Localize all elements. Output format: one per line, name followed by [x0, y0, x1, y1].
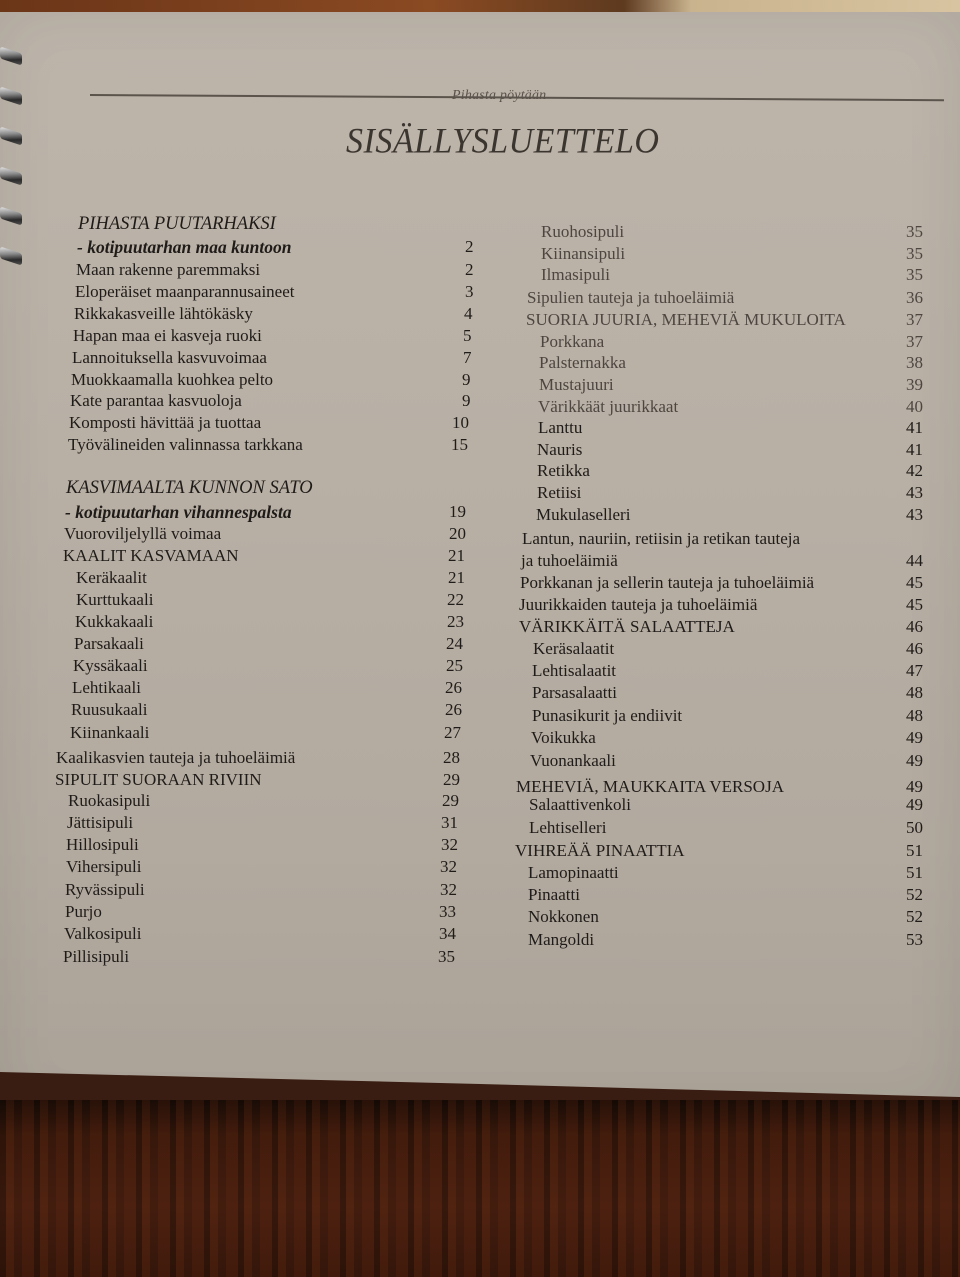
toc-entry-page-number: 48	[906, 683, 923, 702]
toc-entry-label: Lanttu	[538, 418, 583, 437]
toc-entry-label: Palsternakka	[539, 353, 626, 372]
spiral-coil-icon	[0, 246, 22, 265]
toc-entry-page-number: 44	[906, 551, 923, 570]
toc-entry-label: Mustajuuri	[539, 375, 614, 394]
toc-entry	[71, 370, 471, 390]
toc-entry-label: Ruokasipuli	[68, 791, 151, 810]
wooden-table-surface	[0, 1100, 960, 1277]
toc-entry-page-number: 51	[906, 863, 923, 882]
toc-entry-label: VIHREÄÄ PINAATTIA	[515, 841, 685, 860]
toc-entry-label: Työvälineiden valinnassa tarkkana	[68, 435, 303, 454]
toc-entry	[73, 326, 472, 346]
toc-entry	[527, 288, 923, 308]
toc-entry-label: Muokkaamalla kuohkea pelto	[71, 370, 274, 389]
toc-entry-label: MEHEVIÄ, MAUKKAITA VERSOJA	[516, 777, 784, 796]
toc-entry-page-number: 9	[462, 391, 471, 410]
toc-entry-page-number: 29	[443, 770, 460, 789]
toc-entry-page-number: 38	[906, 353, 923, 372]
toc-entry-label: Eloperäiset maanparannusaineet	[75, 282, 295, 301]
toc-entry-label: Keräsalaatit	[533, 639, 615, 658]
toc-entry-label: Nauris	[537, 440, 583, 459]
toc-entry	[63, 546, 465, 566]
spiral-coil-icon	[0, 86, 22, 105]
toc-entry-page-number: 41	[906, 418, 923, 437]
toc-entry	[56, 748, 460, 768]
toc-entry-page-number: 7	[463, 348, 472, 367]
toc-entry-label: Kukkakaali	[75, 612, 154, 631]
toc-entry-page-number: 32	[440, 857, 457, 876]
toc-entry-label: Voikukka	[531, 728, 596, 747]
toc-entry	[65, 902, 456, 922]
spiral-coil-icon	[0, 166, 22, 185]
toc-entry	[533, 639, 923, 659]
toc-entry-page-number: 48	[906, 706, 923, 725]
toc-entry-page-number: 2	[465, 237, 474, 256]
toc-entry	[532, 683, 923, 703]
toc-entry-label: Juurikkaiden tauteja ja tuhoeläimiä	[519, 595, 758, 614]
toc-entry-label: VÄRIKKÄITÄ SALAATTEJA	[519, 617, 735, 636]
spiral-binding	[0, 32, 30, 292]
toc-entry-page-number: 35	[906, 244, 923, 263]
toc-entry-label: Porkkana	[540, 332, 605, 351]
toc-entry-label: Kurttukaali	[76, 590, 154, 609]
toc-entry	[532, 661, 923, 681]
toc-entry	[528, 907, 923, 927]
toc-entry-page-number: 42	[906, 461, 923, 480]
toc-entry	[67, 813, 458, 833]
toc-entry-label: Kaalikasvien tauteja ja tuhoeläimiä	[56, 748, 296, 767]
toc-entry	[526, 310, 923, 330]
toc-entry-page-number: 26	[445, 700, 462, 719]
toc-entry	[63, 947, 455, 967]
toc-entry-label: Retikka	[537, 461, 590, 480]
toc-entry	[71, 700, 462, 720]
toc-entry	[76, 260, 474, 280]
toc-entry	[66, 478, 313, 499]
toc-entry-label: Lannoituksella kasvuvoimaa	[72, 348, 267, 367]
toc-entry-label: KASVIMAALTA KUNNON SATO	[66, 478, 313, 498]
toc-entry	[76, 590, 464, 610]
toc-entry-label: Punasikurit ja endiivit	[532, 706, 683, 725]
toc-entry	[539, 353, 923, 373]
toc-entry-page-number: 35	[438, 947, 455, 966]
toc-entry	[530, 751, 923, 771]
toc-entry-label: Nokkonen	[528, 907, 599, 926]
toc-entry-page-number: 49	[906, 777, 923, 796]
toc-entry-page-number: 51	[906, 841, 923, 860]
toc-entry-label: Pinaatti	[528, 885, 580, 904]
toc-entry	[537, 483, 923, 503]
toc-entry-label: Vuoroviljelyllä voimaa	[64, 524, 222, 543]
toc-entry-page-number: 52	[906, 885, 923, 904]
toc-entry-page-number: 37	[906, 332, 923, 351]
toc-entry-page-number: 31	[441, 813, 458, 832]
toc-entry-page-number: 45	[906, 595, 923, 614]
toc-entry-page-number: 27	[444, 723, 461, 742]
toc-entry	[65, 502, 466, 523]
toc-entry	[68, 435, 468, 455]
toc-entry-page-number: 10	[452, 413, 469, 432]
toc-entry	[519, 617, 923, 637]
toc-entry-label: PIHASTA PUUTARHAKSI	[78, 214, 276, 234]
toc-entry-label: Vihersipuli	[66, 857, 142, 876]
toc-entry-label: Lehtiselleri	[529, 818, 607, 837]
toc-entry-page-number: 47	[906, 661, 923, 680]
toc-entry-page-number: 36	[906, 288, 923, 307]
toc-entry	[528, 863, 923, 883]
toc-entry-page-number: 9	[462, 370, 471, 389]
toc-entry	[537, 440, 923, 460]
toc-entry	[73, 656, 463, 676]
toc-entry-page-number: 40	[906, 397, 923, 416]
toc-entry-page-number: 35	[906, 265, 923, 284]
toc-entry	[528, 885, 923, 905]
toc-entry	[70, 723, 461, 743]
book-page	[0, 12, 960, 1120]
toc-entry-page-number: 15	[451, 435, 468, 454]
toc-entry	[538, 418, 923, 438]
toc-entry-label: SUORIA JUURIA, MEHEVIÄ MUKULOITA	[526, 310, 846, 329]
toc-entry-label: Komposti hävittää ja tuottaa	[69, 413, 262, 432]
toc-entry-page-number: 21	[448, 546, 465, 565]
toc-entry-label: Ruohosipuli	[541, 222, 625, 241]
toc-entry-label: Retiisi	[537, 483, 582, 502]
toc-entry-label: Ryvässipuli	[65, 880, 145, 899]
toc-entry-label: Hillosipuli	[66, 835, 139, 854]
toc-entry-label: Ruusukaali	[71, 700, 148, 719]
toc-entry	[70, 391, 471, 411]
toc-entry	[541, 265, 923, 285]
toc-entry	[539, 375, 923, 395]
toc-entry-label: Mangoldi	[528, 930, 595, 949]
toc-entry-page-number: 45	[906, 573, 923, 592]
spiral-coil-icon	[0, 46, 22, 65]
toc-entry-page-number: 5	[463, 326, 472, 345]
toc-entry-label: Parsasalaatti	[532, 683, 617, 702]
spiral-coil-icon	[0, 206, 22, 225]
toc-entry-page-number: 32	[440, 880, 457, 899]
toc-entry	[522, 529, 800, 549]
toc-entry	[541, 222, 923, 242]
toc-entry-label: - kotipuutarhan vihannespalsta	[65, 502, 292, 522]
toc-entry-label: Ilmasipuli	[541, 265, 610, 284]
toc-entry-page-number: 23	[447, 612, 464, 631]
toc-entry	[529, 818, 923, 838]
toc-entry	[74, 634, 463, 654]
toc-entry	[536, 505, 923, 525]
toc-entry-page-number: 33	[439, 902, 456, 921]
toc-entry	[75, 612, 464, 632]
toc-entry	[529, 795, 923, 815]
toc-entry-page-number: 49	[906, 795, 923, 814]
toc-entry-page-number: 20	[449, 524, 466, 543]
toc-entry-label: Lantun, nauriin, retiisin ja retikan tauteja	[522, 529, 801, 548]
toc-entry-page-number: 34	[439, 924, 456, 943]
toc-entry-label: Purjo	[65, 902, 102, 921]
toc-entry	[77, 237, 474, 258]
toc-entry-page-number: 19	[449, 502, 466, 521]
toc-entry-page-number: 29	[442, 791, 459, 810]
toc-entry-label: Lamopinaatti	[528, 863, 619, 882]
toc-entry-page-number: 22	[447, 590, 464, 609]
toc-entry	[66, 857, 457, 877]
toc-entry-label: Mukulaselleri	[536, 505, 631, 524]
toc-entry-label: Kyssäkaali	[73, 656, 148, 675]
toc-entry	[72, 678, 462, 698]
toc-entry-label: Salaattivenkoli	[529, 795, 631, 814]
toc-entry-page-number: 26	[445, 678, 462, 697]
toc-entry-label: ja tuhoeläimiä	[521, 551, 618, 570]
toc-entry	[68, 791, 459, 811]
toc-entry-page-number: 37	[906, 310, 923, 329]
toc-entry-page-number: 50	[906, 818, 923, 837]
spiral-coil-icon	[0, 126, 22, 145]
toc-entry-label: Kate parantaa kasvuoloja	[70, 391, 242, 410]
toc-entry-label: Pillisipuli	[63, 947, 130, 966]
toc-entry	[521, 551, 923, 571]
toc-entry	[538, 397, 923, 417]
toc-entry-label: Kiinankaali	[70, 723, 150, 742]
toc-entry-label: Keräkaalit	[76, 568, 147, 587]
toc-entry-label: Parsakaali	[74, 634, 144, 653]
toc-entry	[516, 777, 923, 797]
toc-entry-label: Lehtikaali	[72, 678, 141, 697]
toc-entry-label: Lehtisalaatit	[532, 661, 617, 680]
toc-entry-page-number: 52	[906, 907, 923, 926]
toc-entry	[65, 880, 457, 900]
toc-entry	[75, 282, 474, 302]
toc-entry-page-number: 3	[465, 282, 474, 301]
toc-entry	[519, 595, 923, 615]
toc-entry-page-number: 41	[906, 440, 923, 459]
toc-entry	[78, 214, 276, 235]
toc-entry-page-number: 32	[441, 835, 458, 854]
toc-entry	[520, 573, 923, 593]
toc-entry-page-number: 49	[906, 751, 923, 770]
toc-entry-page-number: 43	[906, 483, 923, 502]
toc-entry-page-number: 25	[446, 656, 463, 675]
toc-entry	[541, 244, 923, 264]
toc-entry-page-number: 35	[906, 222, 923, 241]
toc-entry-page-number: 2	[465, 260, 474, 279]
toc-entry	[76, 568, 465, 588]
toc-entry-page-number: 49	[906, 728, 923, 747]
toc-entry-page-number: 28	[443, 748, 460, 767]
toc-entry	[64, 924, 456, 944]
toc-entry-page-number: 39	[906, 375, 923, 394]
toc-entry-label: Maan rakenne paremmaksi	[76, 260, 261, 279]
toc-entry-page-number: 46	[906, 639, 923, 658]
running-header: Pihasta pöytään	[452, 88, 547, 103]
toc-entry	[531, 728, 923, 748]
toc-entry	[72, 348, 472, 368]
toc-entry	[540, 332, 923, 352]
toc-entry-page-number: 24	[446, 634, 463, 653]
toc-entry-page-number: 53	[906, 930, 923, 949]
toc-entry-page-number: 43	[906, 505, 923, 524]
toc-entry	[64, 524, 466, 544]
toc-entry-label: Rikkakasveille lähtökäsky	[74, 304, 253, 323]
toc-entry-label: Värikkäät juurikkaat	[538, 397, 679, 416]
toc-entry-label: Valkosipuli	[64, 924, 142, 943]
page-title: SISÄLLYSLUETTELO	[346, 122, 660, 161]
toc-entry-page-number: 46	[906, 617, 923, 636]
toc-entry-label: Kiinansipuli	[541, 244, 626, 263]
toc-entry-page-number: 21	[448, 568, 465, 587]
toc-entry	[528, 930, 923, 950]
toc-entry	[74, 304, 473, 324]
toc-entry-label: SIPULIT SUORAAN RIVIIN	[55, 770, 262, 789]
toc-entry	[66, 835, 458, 855]
toc-entry-label: Sipulien tauteja ja tuhoeläimiä	[527, 288, 735, 307]
toc-entry-label: - kotipuutarhan maa kuntoon	[77, 237, 292, 257]
toc-entry-page-number: 4	[464, 304, 473, 323]
toc-entry	[515, 841, 923, 861]
toc-entry-label: KAALIT KASVAMAAN	[63, 546, 239, 565]
toc-entry-label: Hapan maa ei kasveja ruoki	[73, 326, 262, 345]
toc-entry	[69, 413, 469, 433]
toc-entry	[532, 706, 923, 726]
toc-entry	[55, 770, 460, 790]
toc-entry-label: Porkkanan ja sellerin tauteja ja tuhoeläimiä	[520, 573, 815, 592]
toc-entry	[537, 461, 923, 481]
toc-entry-label: Jättisipuli	[67, 813, 134, 832]
toc-entry-label: Vuonankaali	[530, 751, 616, 770]
